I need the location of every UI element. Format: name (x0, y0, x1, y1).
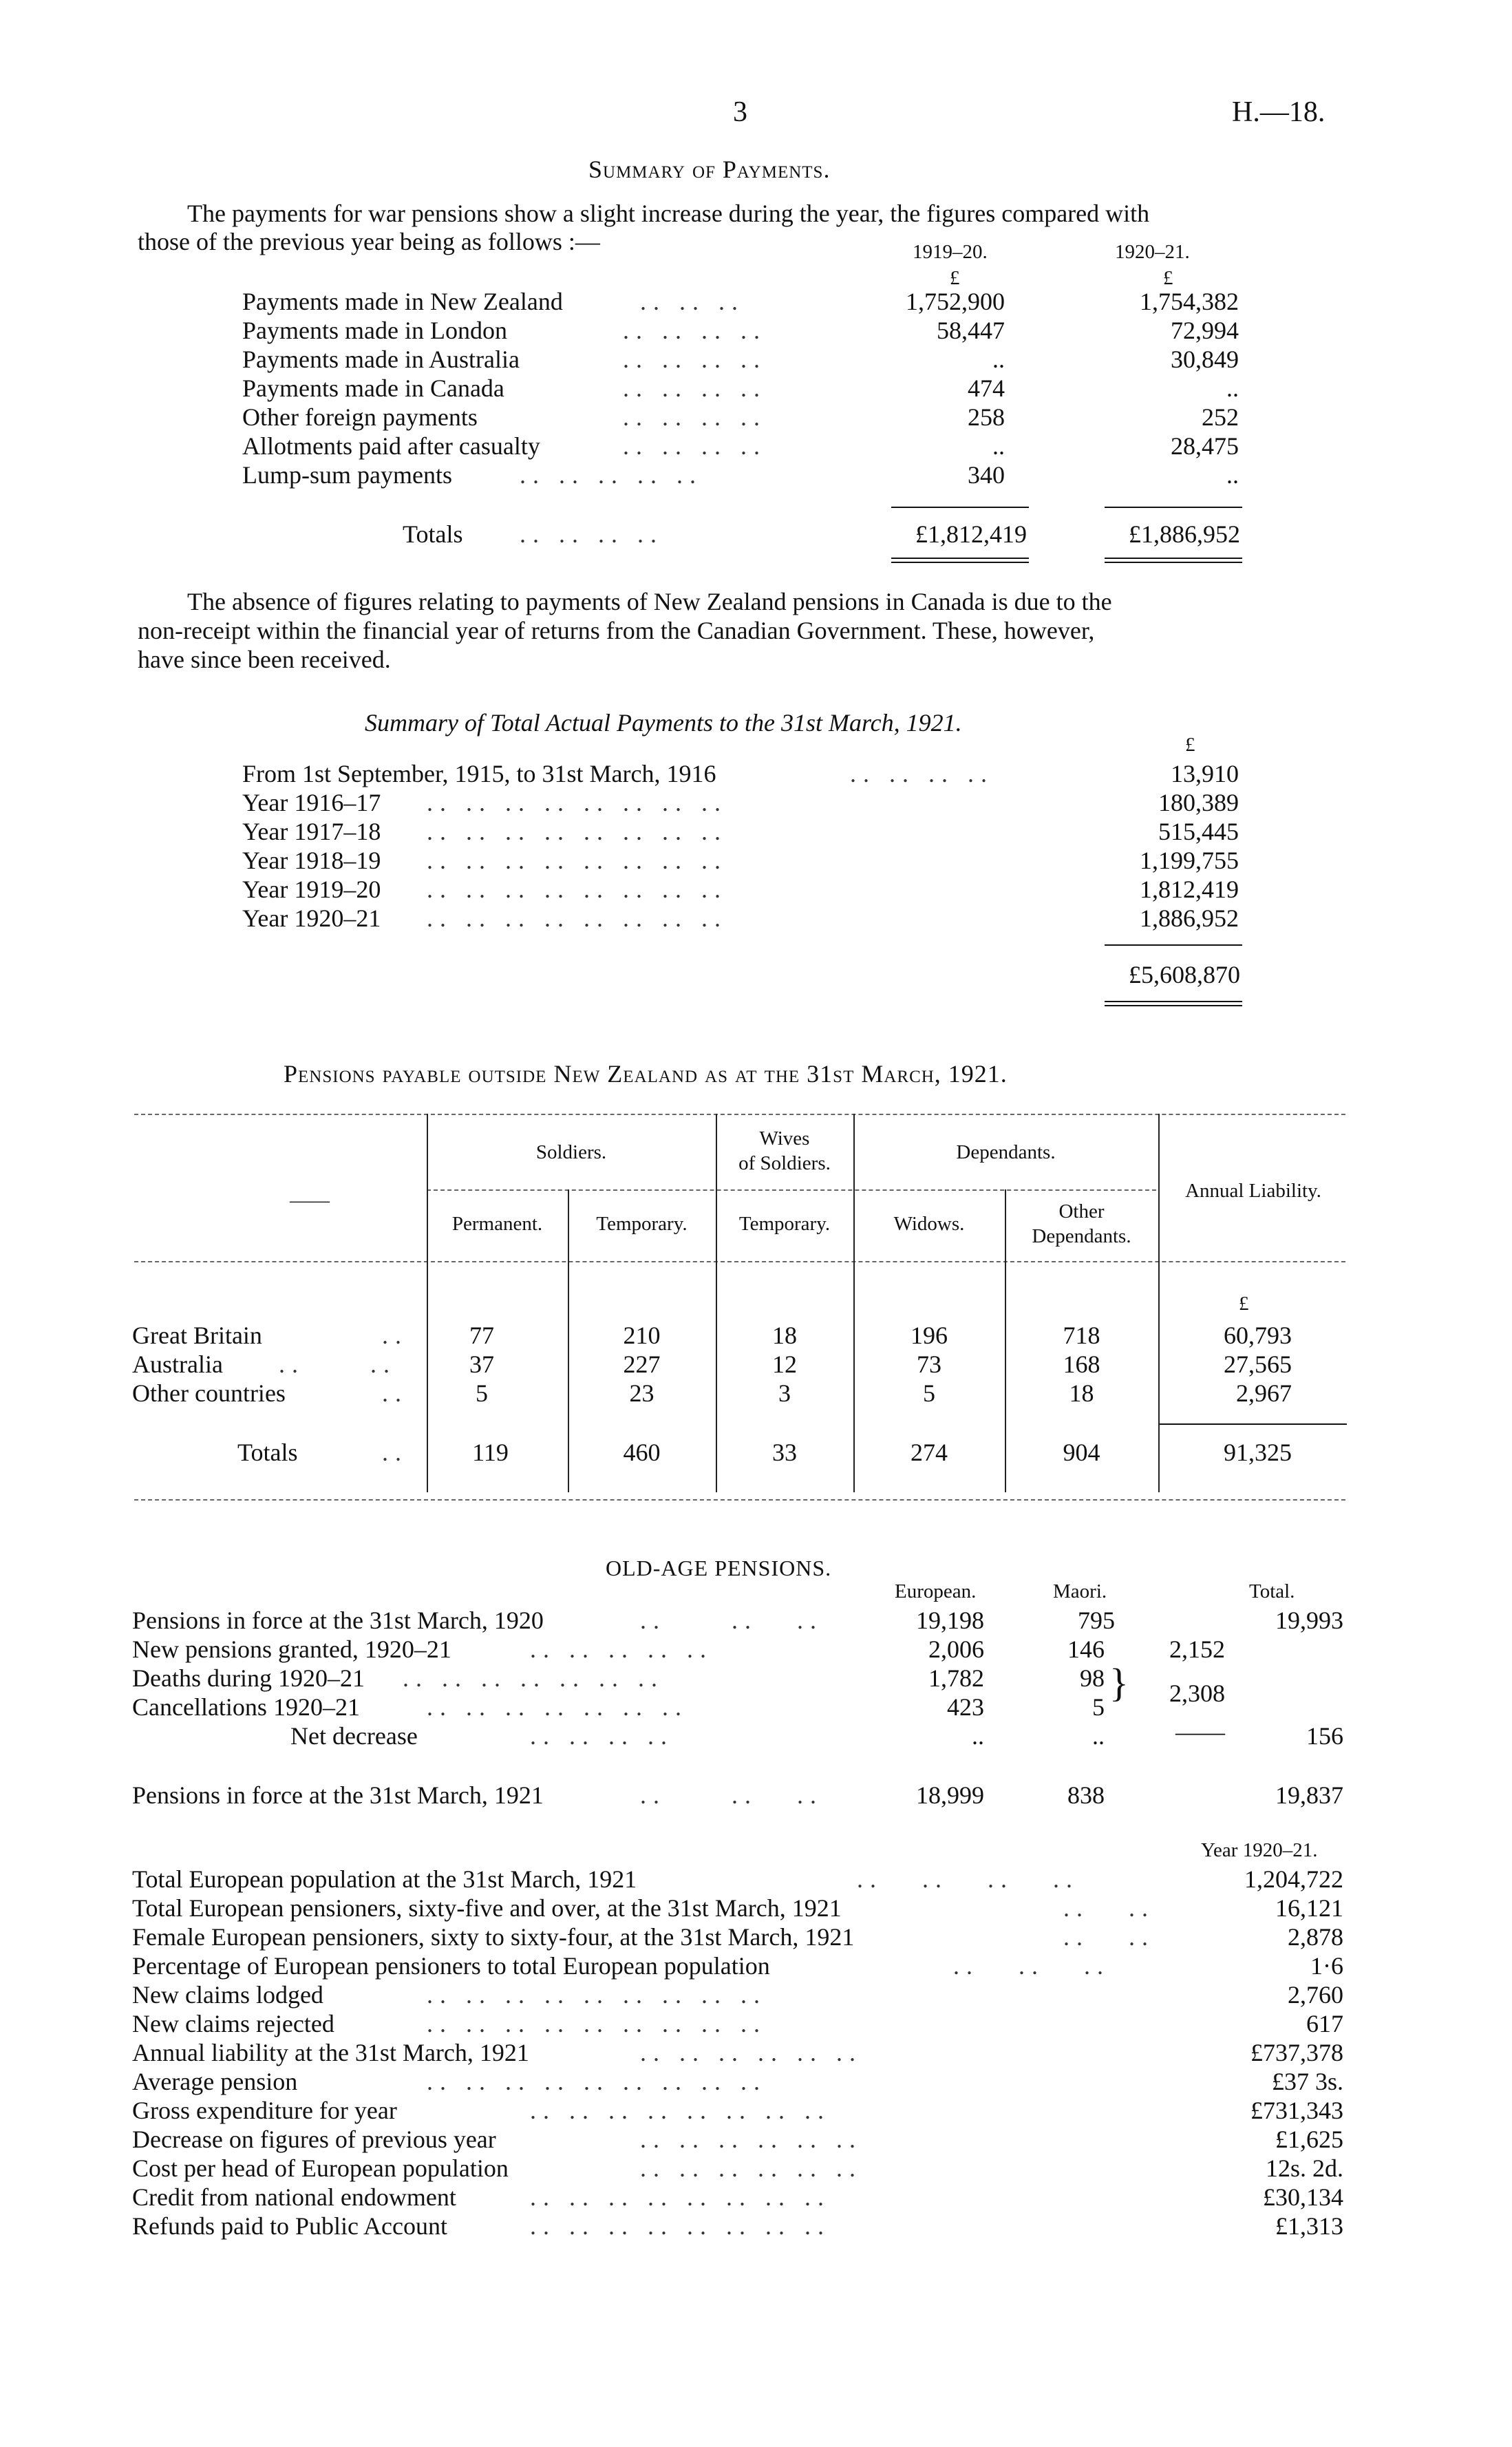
leader-dots: .. .. .. .. .. (520, 461, 703, 489)
wives-temporary-header: Temporary. (738, 1213, 831, 1235)
header-mid-rule (427, 1189, 1156, 1191)
table-top-rule (134, 1114, 1345, 1115)
table-bottom-rule (134, 1499, 1345, 1501)
outside-row-other: 18 (1069, 1379, 1094, 1407)
actual-row-label: From 1st September, 1915, to 31st March, 1916 (242, 760, 716, 787)
stat-value: £30,134 (1263, 2183, 1343, 2211)
outside-total-liability: 91,325 (1224, 1439, 1292, 1466)
currency-symbol: £ (1163, 267, 1173, 289)
leader-dots: .. .. .. .. .. .. .. .. .. (427, 2010, 767, 2037)
column-divider (1158, 1114, 1160, 1492)
actual-payments-title: Summary of Total Actual Payments to the 31st March, 1921. (365, 709, 962, 737)
wives-header-line1: Wives (759, 1127, 810, 1150)
oldage-maori: 98 (1080, 1664, 1105, 1692)
outside-row-permanent: 5 (476, 1379, 488, 1407)
actual-row-value: 515,445 (1158, 818, 1239, 845)
summary-row-1919: 340 (968, 461, 1005, 489)
leader-dots: .. .. .. .. .. .. .. .. .. (427, 1981, 767, 2009)
stat-value: 1,204,722 (1244, 1865, 1343, 1893)
summary-row-label: Payments made in London (242, 317, 507, 344)
actual-row-value: 1,199,755 (1140, 847, 1239, 874)
summary-row-1919: .. (992, 346, 1005, 373)
other-dependants-header-line1: Other (1058, 1200, 1105, 1222)
leader-dots: .. .. .. .. (530, 1722, 674, 1750)
leader-dots: .. .. (1063, 1923, 1155, 1951)
stat-label: Percentage of European pensioners to total European population (132, 1952, 770, 1980)
net-subtotal: —— (1175, 1718, 1225, 1746)
summary-row-1919: 258 (968, 403, 1005, 431)
outside-total-other: 904 (1063, 1439, 1100, 1466)
column-divider (853, 1114, 855, 1492)
summary-total-1919: £1,812,419 (915, 520, 1027, 548)
actual-row-label: Year 1919–20 (242, 876, 381, 903)
summary-total-1920: £1,886,952 (1129, 520, 1240, 548)
outside-total-widows: 274 (911, 1439, 948, 1466)
total-header: Total. (1249, 1580, 1295, 1602)
outside-total-wives: 33 (772, 1439, 797, 1466)
summary-row-1920: 252 (1202, 403, 1239, 431)
stat-label: Decrease on figures of previous year (132, 2126, 496, 2153)
leader-dots: .. .. .. .. .. .. .. .. (530, 2097, 831, 2124)
outside-row-widows: 73 (917, 1350, 941, 1378)
leader-dots: .. (382, 1322, 408, 1349)
leader-dots: .. .. .. .. .. .. .. .. (427, 789, 727, 816)
subtotal-rule (1105, 507, 1242, 508)
leader-dots: .. .. .. .. .. .. .. .. (427, 847, 727, 874)
stat-label: Total European population at the 31st March, 1921 (132, 1865, 637, 1893)
leader-dots: .. .. .. .. (520, 520, 663, 548)
leader-dots: .. .. .. .. .. .. .. (427, 1693, 688, 1721)
column-divider (427, 1114, 428, 1492)
outside-total-temporary: 460 (623, 1439, 661, 1466)
outside-row-permanent: 77 (469, 1322, 494, 1349)
stat-value: £1,313 (1275, 2212, 1343, 2240)
outside-row-wives: 3 (778, 1379, 791, 1407)
oldage-total: 19,993 (1275, 1607, 1343, 1634)
net-european: .. (972, 1722, 984, 1750)
summary-row-label: Payments made in Australia (242, 346, 520, 373)
summary-row-1919: .. (992, 432, 1005, 460)
outside-row-wives: 12 (772, 1350, 797, 1378)
leader-dots: .. .. .. .. .. .. .. .. .. (427, 2068, 767, 2095)
actual-total: £5,608,870 (1129, 961, 1240, 988)
actual-row-label: Year 1916–17 (242, 789, 381, 816)
leader-dots: .. .. .. .. .. .. .. (403, 1664, 664, 1692)
stat-label: New claims lodged (132, 1981, 323, 2009)
stat-label: Credit from national endowment (132, 2183, 456, 2211)
annual-liability-header: Annual Liability. (1185, 1180, 1321, 1202)
stat-value: 617 (1306, 2010, 1343, 2037)
actual-row-label: Year 1917–18 (242, 818, 381, 845)
actual-row-value: 180,389 (1158, 789, 1239, 816)
widows-header: Widows. (893, 1213, 965, 1235)
outside-row-liability: 2,967 (1236, 1379, 1292, 1407)
stat-value: 2,878 (1288, 1923, 1343, 1951)
leader-dots: .. .. .. .. (623, 317, 767, 344)
summary-row-1920: 30,849 (1171, 346, 1239, 373)
page-number: 3 (733, 96, 747, 128)
outside-total-permanent: 119 (472, 1439, 509, 1466)
leader-dots: .. .. .. (953, 1952, 1110, 1980)
stat-label: Annual liability at the 31st March, 1921 (132, 2039, 529, 2066)
oldage-european: 423 (947, 1693, 984, 1721)
other-dependants-header-line2: Dependants. (1032, 1225, 1131, 1247)
stat-label: Cost per head of European population (132, 2154, 509, 2182)
stat-value: 2,760 (1288, 1981, 1343, 2009)
currency-symbol: £ (1185, 734, 1195, 756)
outside-row-permanent: 37 (469, 1350, 494, 1378)
blank-column-header: —— (290, 1189, 330, 1211)
stat-value: £731,343 (1250, 2097, 1343, 2124)
leader-dots: .. .. .. .. (623, 432, 767, 460)
leader-dots: .. .. .. .. .. .. (640, 2126, 862, 2153)
oldage-row-label: New pensions granted, 1920–21 (132, 1635, 451, 1663)
leader-dots: .. .. .. .. .. .. .. .. (427, 904, 727, 932)
oldage-maori: 5 (1092, 1693, 1105, 1721)
leader-dots: .. .. .. .. (850, 760, 994, 787)
leader-dots: .. .. .. .. (623, 346, 767, 373)
summary-title: Summary of Payments. (588, 156, 831, 183)
actual-row-label: Year 1918–19 (242, 847, 381, 874)
oldage-european: 1,782 (928, 1664, 984, 1692)
stat-value: £1,625 (1275, 2126, 1343, 2153)
actual-row-value: 1,886,952 (1140, 904, 1239, 932)
summary-row-label: Allotments paid after casualty (242, 432, 540, 460)
header-bottom-rule (134, 1261, 1345, 1262)
currency-symbol: £ (950, 267, 960, 289)
outside-row-other: 168 (1063, 1350, 1100, 1378)
dependants-header: Dependants. (956, 1141, 1056, 1163)
oldage-european: 19,198 (916, 1607, 984, 1634)
leader-dots: .. .. .. .. .. .. (640, 2154, 862, 2182)
summary-intro-line1: The payments for war pensions show a slight increase during the year, the figures compared with (187, 200, 1150, 227)
summary-row-1920: 72,994 (1171, 317, 1239, 344)
oldage-combined-subtotal: 2,308 (1169, 1680, 1225, 1707)
stat-value: £737,378 (1250, 2039, 1343, 2066)
stat-value: £37 3s. (1271, 2068, 1343, 2095)
oldage-row-label: Cancellations 1920–21 (132, 1693, 360, 1721)
soldiers-header: Soldiers. (535, 1141, 607, 1163)
leader-dots: .. .. .. .. (623, 374, 767, 402)
note-line3: have since been received. (138, 646, 391, 673)
final-maori: 838 (1067, 1781, 1105, 1809)
leader-dots: .. .. .. (640, 288, 745, 315)
oldage-row-label: Pensions in force at the 31st March, 1920 (132, 1607, 544, 1634)
summary-totals-label: Totals (403, 520, 463, 548)
oldage-maori: 146 (1067, 1635, 1105, 1663)
maori-header: Maori. (1053, 1580, 1107, 1602)
oldage-row-label: Deaths during 1920–21 (132, 1664, 365, 1692)
outside-row-temporary: 23 (629, 1379, 654, 1407)
total-rule (1160, 1423, 1347, 1425)
leader-dots: .. (382, 1439, 408, 1466)
net-total: 156 (1306, 1722, 1343, 1750)
temporary-header: Temporary. (596, 1213, 688, 1235)
leader-dots: .. .. .. .. .. .. .. .. (427, 876, 727, 903)
outside-row-other: 718 (1063, 1322, 1100, 1349)
outside-row-liability: 27,565 (1224, 1350, 1292, 1378)
permanent-header: Permanent. (451, 1213, 543, 1235)
final-total: 19,837 (1275, 1781, 1343, 1809)
column-header-1920: 1920–21. (1115, 241, 1190, 263)
stat-label: Total European pensioners, sixty-five and over, at the 31st March, 1921 (132, 1894, 842, 1922)
actual-row-label: Year 1920–21 (242, 904, 381, 932)
final-european: 18,999 (916, 1781, 984, 1809)
summary-intro-line2: those of the previous year being as follows :— (138, 228, 600, 255)
net-decrease-label: Net decrease (290, 1722, 418, 1750)
actual-row-value: 1,812,419 (1140, 876, 1239, 903)
stat-value: 1·6 (1310, 1952, 1343, 1980)
summary-row-label: Payments made in New Zealand (242, 288, 563, 315)
leader-dots: .. .. .. (640, 1781, 823, 1809)
leader-dots: .. .. .. .. .. .. .. .. (530, 2183, 831, 2211)
summary-row-label: Lump-sum payments (242, 461, 452, 489)
leader-dots: .. .. .. .. .. (530, 1635, 713, 1663)
summary-row-1920: .. (1226, 374, 1239, 402)
leader-dots: .. .. .. .. (857, 1865, 1079, 1893)
summary-row-1920: 1,754,382 (1140, 288, 1239, 315)
stat-label: New claims rejected (132, 2010, 334, 2037)
outside-row-temporary: 227 (623, 1350, 661, 1378)
oldage-title: OLD-AGE PENSIONS. (606, 1556, 832, 1580)
summary-row-label: Payments made in Canada (242, 374, 504, 402)
total-double-rule (891, 558, 1029, 563)
leader-dots: .. .. .. .. .. .. .. .. (530, 2212, 831, 2240)
summary-row-1920: .. (1226, 461, 1239, 489)
stat-label: Gross expenditure for year (132, 2097, 397, 2124)
stat-value: 12s. 2d. (1265, 2154, 1343, 2182)
summary-row-1919: 474 (968, 374, 1005, 402)
leader-dots: .. .. (1063, 1894, 1155, 1922)
leader-dots: .. .. (279, 1350, 396, 1378)
final-label: Pensions in force at the 31st March, 1921 (132, 1781, 544, 1809)
stat-label: Female European pensioners, sixty to sixty-four, at the 31st March, 1921 (132, 1923, 855, 1951)
summary-row-1919: 1,752,900 (906, 288, 1005, 315)
outside-row-temporary: 210 (623, 1322, 661, 1349)
subtotal-rule (891, 507, 1029, 508)
outside-row-wives: 18 (772, 1322, 797, 1349)
wives-header-line2: of Soldiers. (738, 1152, 831, 1174)
actual-row-value: 13,910 (1171, 760, 1239, 787)
summary-row-label: Other foreign payments (242, 403, 478, 431)
stat-value: 16,121 (1275, 1894, 1343, 1922)
year-header: Year 1920–21. (1201, 1839, 1318, 1861)
total-double-rule (1105, 558, 1242, 563)
column-header-1919: 1919–20. (913, 241, 988, 263)
outside-row-widows: 5 (923, 1379, 935, 1407)
leader-dots: .. .. .. (640, 1607, 823, 1634)
outside-row-label: Great Britain (132, 1322, 262, 1349)
report-reference: H.—18. (1232, 96, 1325, 128)
oldage-european: 2,006 (928, 1635, 984, 1663)
outside-row-liability: 60,793 (1224, 1322, 1292, 1349)
outside-title: Pensions payable outside New Zealand as at the 31st March, 1921. (284, 1060, 1008, 1088)
outside-row-label: Australia (132, 1350, 223, 1378)
european-header: European. (895, 1580, 977, 1602)
stat-label: Refunds paid to Public Account (132, 2212, 447, 2240)
summary-row-1919: 58,447 (937, 317, 1005, 344)
total-double-rule (1105, 1001, 1242, 1006)
note-line2: non-receipt within the financial year of returns from the Canadian Government. These, however, (138, 617, 1095, 644)
note-line1: The absence of figures relating to payments of New Zealand pensions in Canada is due to the (187, 588, 1112, 615)
oldage-subtotal: 2,152 (1169, 1635, 1225, 1663)
net-maori: .. (1092, 1722, 1105, 1750)
leader-dots: .. .. .. .. .. .. (640, 2039, 862, 2066)
leader-dots: .. .. .. .. .. .. .. .. (427, 818, 727, 845)
summary-row-1920: 28,475 (1171, 432, 1239, 460)
outside-row-label: Other countries (132, 1379, 286, 1407)
currency-symbol: £ (1239, 1293, 1249, 1315)
stat-label: Average pension (132, 2068, 298, 2095)
leader-dots: .. (382, 1379, 408, 1407)
outside-totals-label: Totals (237, 1439, 298, 1466)
subtotal-rule (1105, 944, 1242, 946)
outside-row-widows: 196 (911, 1322, 948, 1349)
grouping-brace: } (1109, 1660, 1129, 1705)
leader-dots: .. .. .. .. (623, 403, 767, 431)
oldage-maori: 795 (1078, 1607, 1115, 1634)
